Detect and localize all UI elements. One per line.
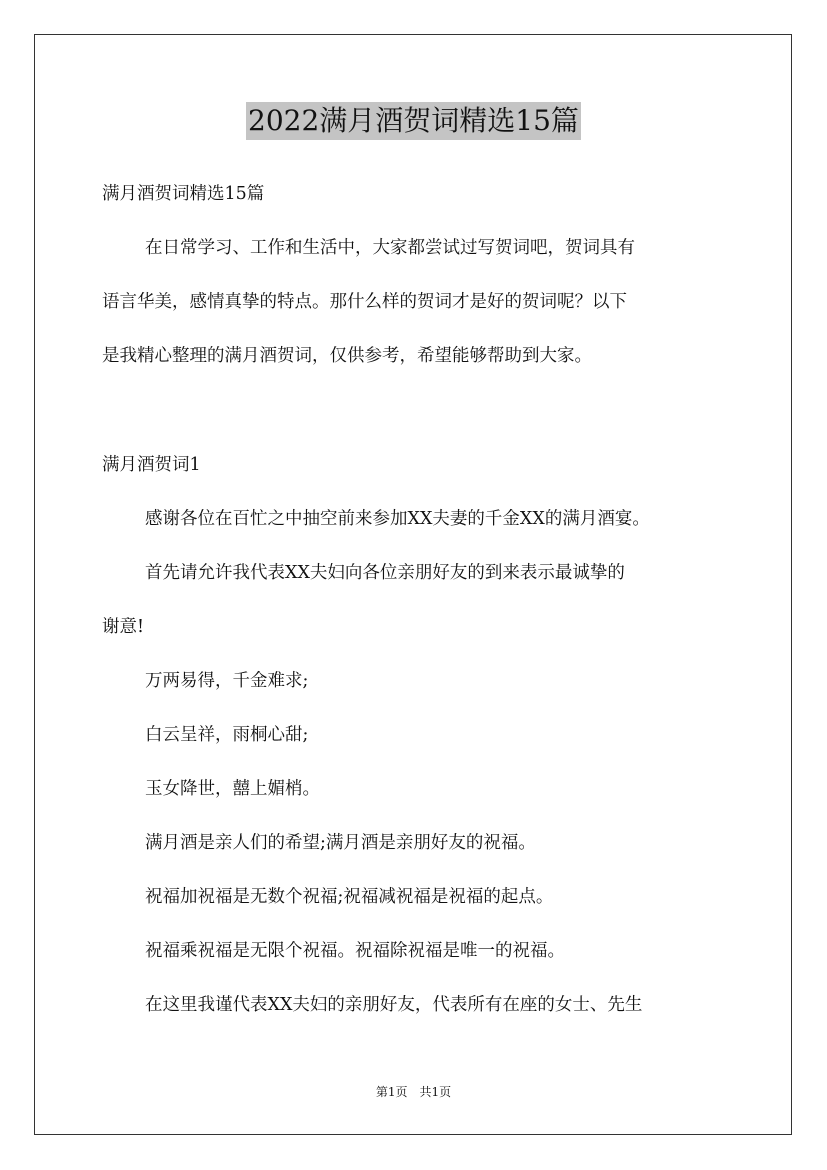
intro-line-3: 是我精心整理的满月酒贺词，仅供参考，希望能够帮助到大家。 <box>102 346 592 366</box>
section-line-4: 万两易得，千金难求; <box>145 671 309 691</box>
section-line-3: 谢意! <box>102 617 145 637</box>
section-line-1: 感谢各位在百忙之中抽空前来参加XX夫妻的千金XX的满月酒宴。 <box>145 509 650 529</box>
section-line-2: 首先请允许我代表XX夫妇向各位亲朋好友的到来表示最诚挚的 <box>145 563 625 583</box>
intro-line-2: 语言华美，感情真挚的特点。那什么样的贺词才是好的贺词呢？以下 <box>102 292 627 312</box>
section-line-8: 祝福加祝福是无数个祝福;祝福减祝福是祝福的起点。 <box>145 887 554 907</box>
document-title-container <box>0 102 827 140</box>
intro-line-1: 在日常学习、工作和生活中，大家都尝试过写贺词吧，贺词具有 <box>145 238 635 258</box>
section-line-6: 玉女降世，囍上媚梢。 <box>145 779 320 799</box>
page-footer: 第1页 共1页 <box>375 1085 452 1099</box>
document-title: 2022满月酒贺词精选15篇 <box>246 102 581 140</box>
section-heading: 满月酒贺词1 <box>102 455 201 475</box>
document-subtitle: 满月酒贺词精选15篇 <box>102 184 265 204</box>
section-line-10: 在这里我谨代表XX夫妇的亲朋好友，代表所有在座的女士、先生 <box>145 995 643 1015</box>
section-line-9: 祝福乘祝福是无限个祝福。祝福除祝福是唯一的祝福。 <box>145 941 565 961</box>
section-line-7: 满月酒是亲人们的希望;满月酒是亲朋好友的祝福。 <box>145 833 536 853</box>
section-line-5: 白云呈祥，雨桐心甜; <box>145 725 309 745</box>
